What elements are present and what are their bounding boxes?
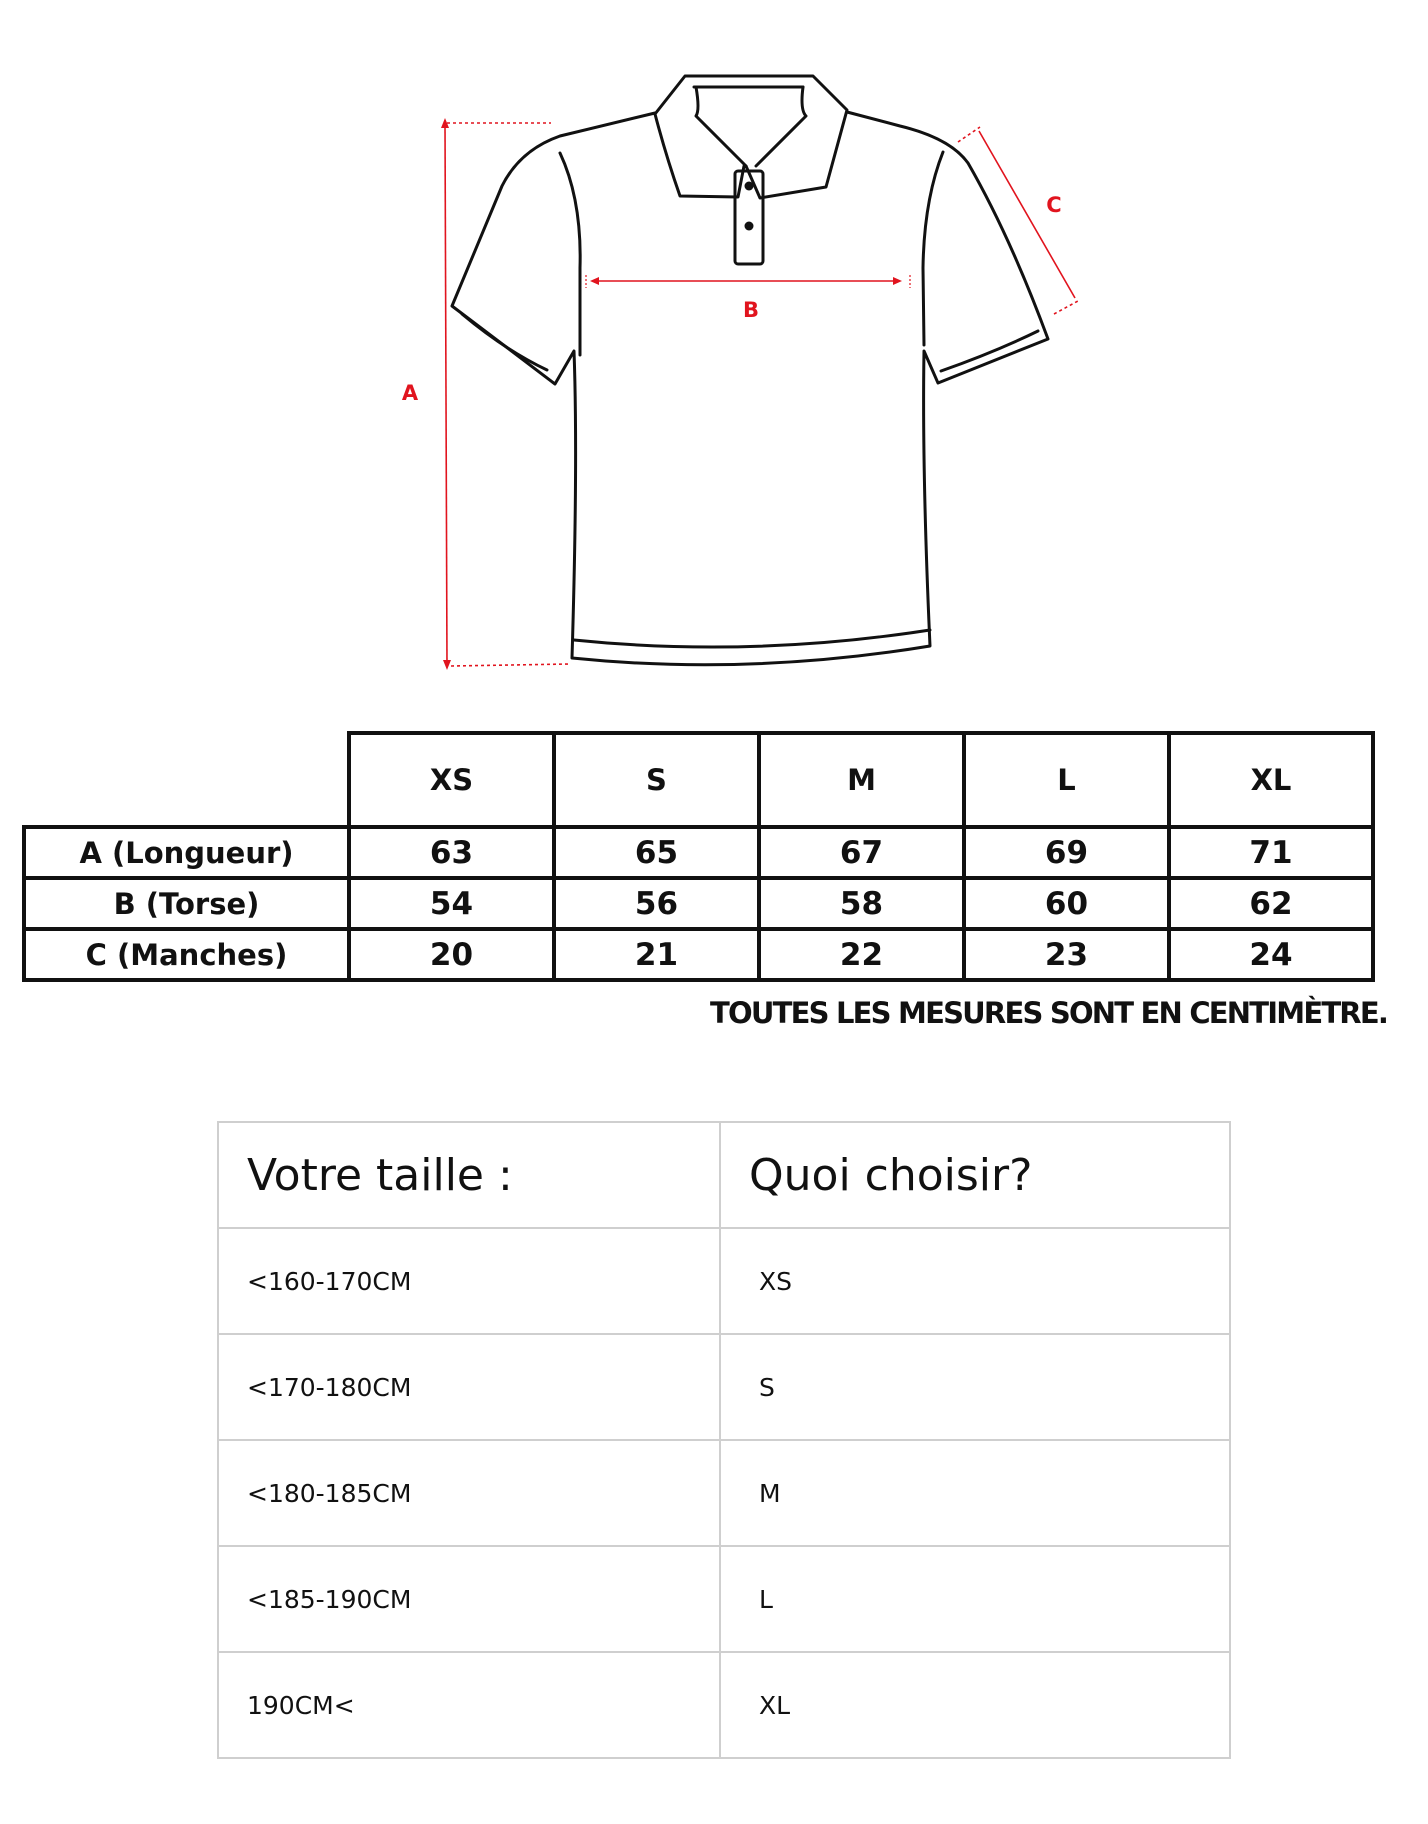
row-label: C (Manches) xyxy=(24,929,349,980)
cell-value: 23 xyxy=(964,929,1169,980)
recommended-size: L xyxy=(720,1546,1230,1652)
cell-value: 65 xyxy=(554,827,759,878)
size-header-row xyxy=(24,733,1373,827)
cell-value: 20 xyxy=(349,929,554,980)
size-header-s: S xyxy=(554,733,759,827)
advice-row xyxy=(218,1440,1230,1546)
header-blank-cell xyxy=(24,733,349,827)
cell-value: 60 xyxy=(964,878,1169,929)
height-range: <185-190CM xyxy=(218,1546,720,1652)
collar-inner-left xyxy=(696,87,746,166)
size-header-xs: XS xyxy=(349,733,554,827)
size-advice-table xyxy=(217,1121,1231,1759)
recommended-size: M xyxy=(720,1440,1230,1546)
row-torse xyxy=(24,878,1373,929)
header-votre-taille: Votre taille : xyxy=(218,1122,720,1228)
button-top xyxy=(745,182,754,191)
collar-inner-right xyxy=(756,87,806,166)
measurements-table xyxy=(22,731,1375,982)
row-manches xyxy=(24,929,1373,980)
advice-row xyxy=(218,1546,1230,1652)
guide-a-bottom-dotted xyxy=(451,664,570,666)
height-range: <170-180CM xyxy=(218,1334,720,1440)
cell-value: 56 xyxy=(554,878,759,929)
advice-header-row xyxy=(218,1122,1230,1228)
header-quoi-choisir: Quoi choisir? xyxy=(720,1122,1230,1228)
polo-diagram xyxy=(0,0,1428,700)
polo-body-outline xyxy=(452,112,1048,665)
cell-value: 63 xyxy=(349,827,554,878)
cell-value: 69 xyxy=(964,827,1169,878)
height-range: 190CM< xyxy=(218,1652,720,1758)
height-range: <180-185CM xyxy=(218,1440,720,1546)
cell-value: 24 xyxy=(1169,929,1373,980)
polo-shirt-illustration xyxy=(0,0,1428,700)
advice-row xyxy=(218,1334,1230,1440)
height-range: <160-170CM xyxy=(218,1228,720,1334)
size-header-xl: XL xyxy=(1169,733,1373,827)
cell-value: 67 xyxy=(759,827,964,878)
right-armhole-seam xyxy=(923,152,943,345)
cell-value: 71 xyxy=(1169,827,1373,878)
guide-c-top-dotted xyxy=(958,127,980,142)
cell-value: 21 xyxy=(554,929,759,980)
size-header-l: L xyxy=(964,733,1169,827)
collar-outline xyxy=(655,76,847,198)
cell-value: 62 xyxy=(1169,878,1373,929)
cell-value: 58 xyxy=(759,878,964,929)
row-longueur xyxy=(24,827,1373,878)
guide-c-bottom-dotted xyxy=(1054,301,1078,314)
recommended-size: S xyxy=(720,1334,1230,1440)
label-a: A xyxy=(401,381,419,405)
button-bottom xyxy=(745,222,754,231)
recommended-size: XS xyxy=(720,1228,1230,1334)
right-sleeve-hem xyxy=(941,331,1038,371)
advice-row xyxy=(218,1228,1230,1334)
units-note: TOUTES LES MESURES SONT EN CENTIMÈTRE. xyxy=(710,996,1388,1030)
guide-a-line xyxy=(445,124,447,667)
label-c: C xyxy=(1046,193,1062,217)
advice-row xyxy=(218,1652,1230,1758)
left-armhole-seam xyxy=(560,153,580,355)
guide-b-arrow-right xyxy=(893,277,902,285)
recommended-size: XL xyxy=(720,1652,1230,1758)
row-label: A (Longueur) xyxy=(24,827,349,878)
cell-value: 54 xyxy=(349,878,554,929)
cell-value: 22 xyxy=(759,929,964,980)
guide-b-arrow-left xyxy=(590,277,599,285)
label-b: B xyxy=(742,298,760,322)
size-header-m: M xyxy=(759,733,964,827)
guide-a-arrow-bottom xyxy=(443,660,451,670)
row-label: B (Torse) xyxy=(24,878,349,929)
bottom-hem xyxy=(574,630,930,647)
